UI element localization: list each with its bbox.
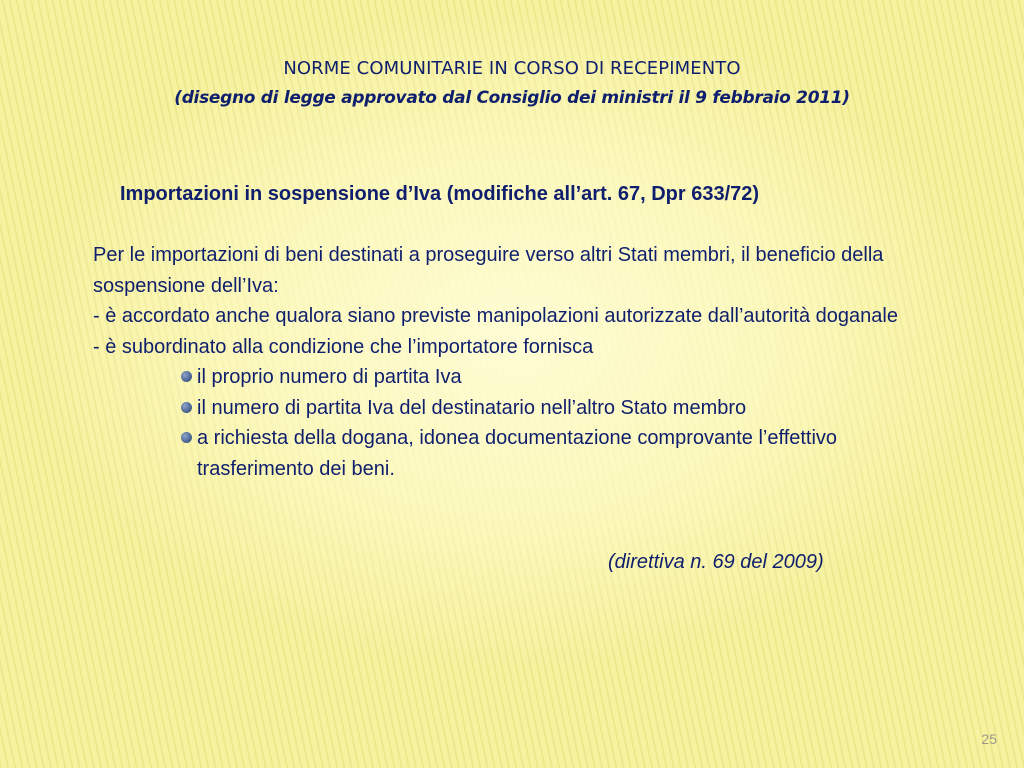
bullet-item: [197, 362, 953, 393]
bullet-dot-icon: [181, 402, 192, 413]
source-citation: (direttiva n. 69 del 2009): [608, 551, 824, 573]
point-subordinato: - è subordinato alla condizione che l’importatore fornisca: [93, 335, 594, 358]
bullet-list: [93, 362, 953, 484]
bullet-item: [197, 393, 953, 424]
title-block: [0, 54, 1024, 112]
page-number: 25: [981, 731, 997, 747]
bullet-text: il proprio numero di partita Iva: [197, 366, 462, 388]
bullet-item: [197, 423, 953, 484]
intro-paragraph: Per le importazioni di beni destinati a proseguire verso altri Stati membri, il beneficio della sospensione dell’Iva:: [93, 244, 884, 297]
bullet-text: il numero di partita Iva del destinatario nell’altro Stato membro: [197, 396, 747, 419]
bullet-dot-icon: [181, 371, 192, 382]
slide-subtitle: (disegno di legge approvato dal Consiglio dei ministri il 9 febbraio 2011): [174, 88, 850, 108]
section-heading: Importazioni in sospensione d’Iva (modifiche all’art. 67, Dpr 633/72): [120, 183, 760, 205]
slide-title: NORME COMUNITARIE IN CORSO DI RECEPIMENTO: [283, 58, 741, 79]
point-accordato: - è accordato anche qualora siano previste manipolazioni autorizzate dall’autorità doganale: [93, 305, 898, 327]
bullet-dot-icon: [181, 432, 192, 443]
bullet-text: a richiesta della dogana, idonea documentazione comprovante l’effettivo trasferimento dei beni.: [197, 427, 838, 480]
body-text: [93, 240, 953, 484]
